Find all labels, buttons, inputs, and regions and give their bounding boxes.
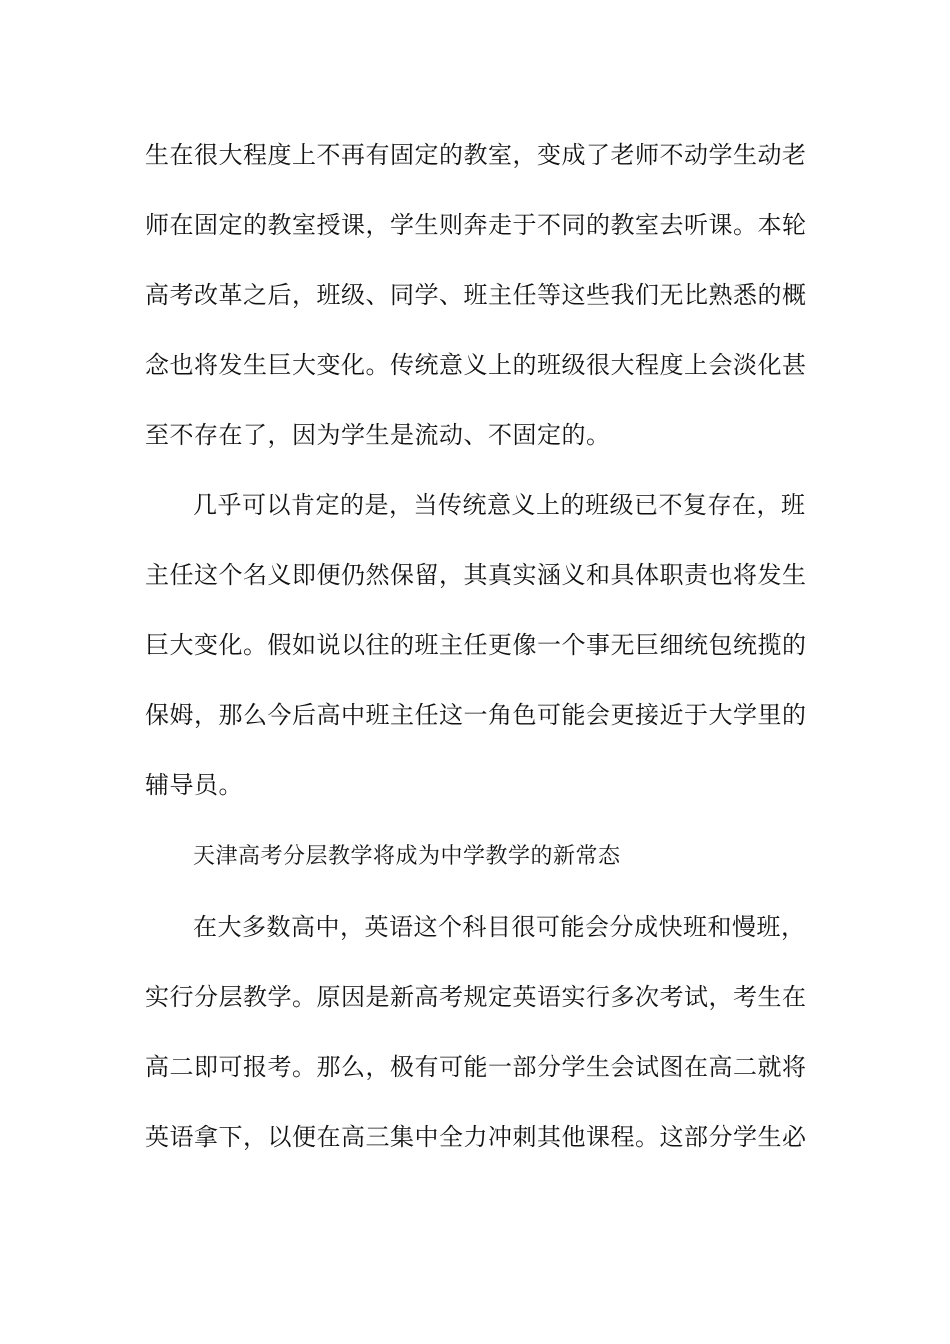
paragraph-2-line-1: 几乎可以肯定的是，当传统意义上的班级已不复存在，班 — [193, 491, 806, 519]
paragraph-2-line-3: 巨大变化。假如说以往的班主任更像一个事无巨细统包统揽的 — [145, 631, 807, 659]
paragraph-2-line-2: 主任这个名义即便仍然保留，其真实涵义和具体职责也将发生 — [145, 561, 807, 589]
paragraph-3-line-2: 实行分层教学。原因是新高考规定英语实行多次考试，考生在 — [145, 983, 807, 1011]
paragraph-2-line-4: 保姆，那么今后高中班主任这一角色可能会更接近于大学里的 — [145, 701, 807, 729]
paragraph-2-line-5: 辅导员。 — [145, 771, 243, 799]
paragraph-1-line-2: 师在固定的教室授课，学生则奔走于不同的教室去听课。本轮 — [145, 211, 807, 239]
paragraph-1-line-1: 生在很大程度上不再有固定的教室，变成了老师不动学生动老 — [145, 141, 807, 169]
paragraph-1-line-5: 至不存在了，因为学生是流动、不固定的。 — [145, 421, 611, 449]
paragraph-3-line-4: 英语拿下，以便在高三集中全力冲刺其他课程。这部分学生必 — [145, 1123, 807, 1151]
paragraph-1-line-4: 念也将发生巨大变化。传统意义上的班级很大程度上会淡化甚 — [145, 351, 807, 379]
paragraph-3-line-1: 在大多数高中，英语这个科目很可能会分成快班和慢班， — [193, 913, 806, 941]
paragraph-3-line-3: 高二即可报考。那么，极有可能一部分学生会试图在高二就将 — [145, 1053, 807, 1081]
section-heading: 天津高考分层教学将成为中学教学的新常态 — [193, 844, 621, 869]
paragraph-1-line-3: 高考改革之后，班级、同学、班主任等这些我们无比熟悉的概 — [145, 281, 807, 309]
